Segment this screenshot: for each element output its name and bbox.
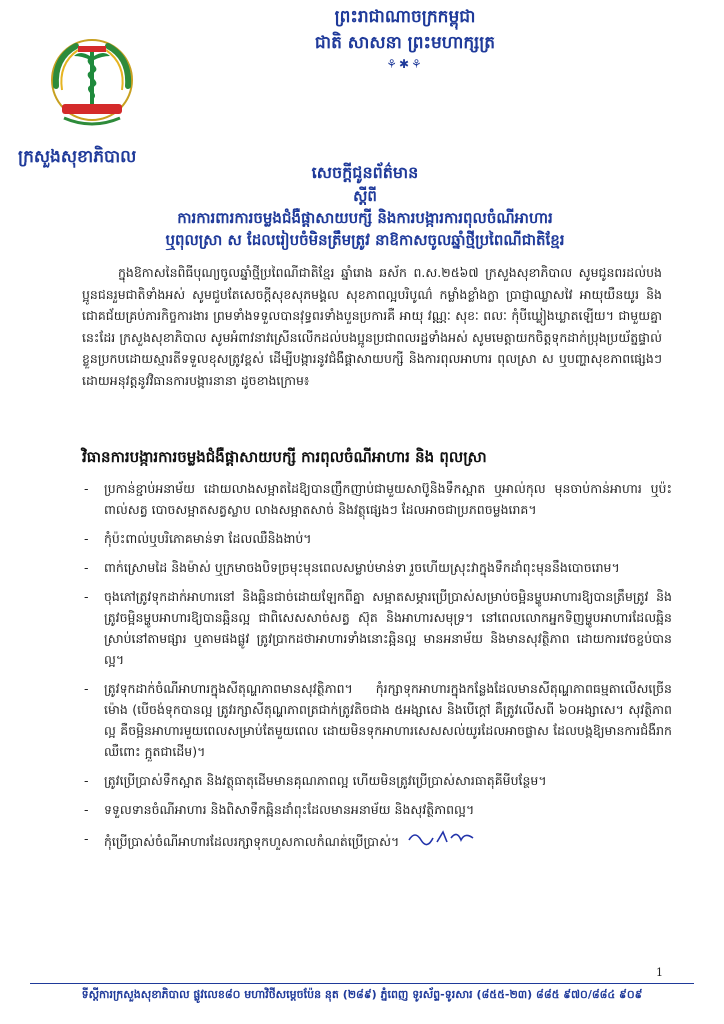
bullet-dash: - bbox=[84, 560, 89, 575]
kingdom-motto: ជាតិ សាសនា ព្រះមហាក្សត្រ bbox=[314, 33, 496, 53]
list-item-text: ត្រូវទុកដាក់ចំណីអាហារក្នុងសីតុណ្ហភាពមានសុវត្ថិភាព។ កុំរក្សាទុកអាហារក្នុងកន្លែងដែលមានសីតុណ្ហភាពធម្មតាលើសច្រើនម៉ោង (បើចង់ទុកបានល្អ ត្រូវរក្សាសីតុណ្ហភាពត្រជាក់ត្រូវតិចជាង ៥អង្សាសេ និងបើក្តៅ គឺត្រូវលើសពី ៦០អង្សាសេ។ សុវត្ថិភាពល្អ គឺចម្អិនអាហារមួយពេលសម្រាប់តែមួយពេល ដោយមិនទុកអាហារសេសសល់យូរដែលអាចផ្លាស ដែលបង្កឱ្យមានការជំងឺរាក ឈឺពោះ ក្អួតជាដើម)។ bbox=[104, 681, 672, 759]
list-item bbox=[82, 478, 672, 520]
document-type: សេចក្តីជូនព័ត៌មាន bbox=[311, 163, 419, 182]
bullet-dash: - bbox=[84, 589, 89, 604]
bullet-dash: - bbox=[84, 531, 89, 546]
title-line2: ឬពុលស្រា ស ដែលរៀបចំមិនត្រឹមត្រូវ នាឱកាសចូលឆ្នាំថ្មីប្រពៃណីជាតិខ្មែរ bbox=[165, 231, 565, 249]
list-item bbox=[82, 828, 672, 852]
list-item bbox=[82, 678, 672, 762]
ornament-divider: ⚘✱⚘ bbox=[386, 57, 424, 71]
press-release-title bbox=[100, 161, 630, 251]
list-item-text: ចុងភៅត្រូវទុកដាក់អាហារនៅ និងឆ្អិនជាច់ដោយឡែកពីគ្នា សម្អាតសម្ភារប្រើប្រាស់សម្រាប់ចម្អិនម្ហូបអាហារឱ្យបានត្រឹមត្រូវ និងត្រូវចម្អិនម្ហូបអាហារឱ្យបានឆ្អិនល្អ ជាពិសេសសាច់សត្វ ស៊ុត និងអាហារសមុទ្រ។ នៅពេលលោកអ្នកទិញម្ហូបអាហារដែលឆ្អិនស្រាប់នៅតាមផ្សារ ឬតាមផងផ្លូវ ត្រូវប្រាកដថាអាហារទាំងនោះឆ្អិនល្អ មានអនាម័យ និងមានសុវត្ថិភាព ដោយការវេចខ្ចប់បានល្អ។ bbox=[104, 589, 672, 667]
list-item bbox=[82, 770, 672, 791]
bullet-dash: - bbox=[84, 773, 89, 788]
footer-address: ទីស្តីការក្រសួងសុខាភិបាល ផ្លូវលេខ៨០ មហាវិថីសម្តេចប៉ែន នុត (២៨៩) ភ្នំពេញ ទូរស័ព្ទ-ទូរសារ (៨៥៥-២៣) ៨៨៥ ៩៧០/៨៨៤ ៩០៩ bbox=[81, 988, 643, 1001]
footer-divider bbox=[30, 983, 694, 984]
list-item-text: កុំប៉ះពាល់ឬបរិភោគមាន់ទា ដែលឈឺនិងងាប់។ bbox=[104, 531, 312, 546]
list-item bbox=[82, 586, 672, 670]
list-item bbox=[82, 528, 672, 549]
page-number: 1 bbox=[656, 966, 663, 979]
kingdom-header bbox=[240, 4, 570, 72]
title-line1: ការការពារការចម្លងជំងឺផ្តាសាយបក្សី និងការបង្ការការពុលចំណីអាហារ bbox=[177, 209, 553, 227]
list-item-text: ពាក់ស្រោមដៃ និងម៉ាស់ ឬក្រមាចងបិទច្រមុះមុនពេលសម្លាប់មាន់ទា រួចហើយស្រុះវាក្នុងទឹកដាំពុះមុននឹងបោចរោម។ bbox=[104, 560, 620, 575]
kingdom-line1: ព្រះរាជាណាចក្រកម្ពុជា bbox=[334, 7, 476, 27]
ministry-logo bbox=[44, 34, 140, 130]
bullet-dash: - bbox=[84, 802, 89, 817]
list-item bbox=[82, 799, 672, 820]
list-item-text: ទទួលទានចំណីអាហារ និងពិសាទឹកឆ្អិនដាំពុះដែលមានអនាម័យ និងសុវត្ថិភាពល្អ។ bbox=[104, 802, 475, 817]
ministry-name: ក្រសួងសុខាភិបាល bbox=[18, 147, 137, 167]
title-about: ស្តីពី bbox=[353, 187, 377, 205]
handwritten-initials bbox=[407, 828, 477, 846]
list-item bbox=[82, 557, 672, 578]
list-item-text: ត្រូវប្រើប្រាស់ទឹកស្អាត និងវត្ថុធាតុដើមមានគុណភាពល្អ ហើយមិនត្រូវប្រើប្រាស់សារធាតុគីមីបន្ថែម។ bbox=[104, 773, 547, 788]
list-item-text: កុំប្រើប្រាស់ចំណីអាហារដែលរក្សាទុកហួសកាលកំណត់ប្រើប្រាស់។ bbox=[104, 834, 400, 849]
bullet-dash: - bbox=[84, 681, 89, 696]
section-heading: វិធានការបង្ការការចម្លងជំងឺផ្តាសាយបក្សី ការពុលចំណីអាហារ និង ពុលស្រា bbox=[82, 448, 487, 466]
intro-paragraph: ក្នុងឱកាសនៃពិធីបុណ្យចូលឆ្នាំថ្មីប្រពៃណីជាតិខ្មែរ ឆ្នាំរោង ឆស័ក ព.ស.២៥៦៧ ក្រសួងសុខាភិបាល សូមជូនពរដល់បងប្អូនជនរួមជាតិទាំងអស់ សូមជួបតែសេចក្តីសុខសុភមង្គល សុខភាពល្អបរិបូណ៌ កម្លាំងខ្លាំងក្លា ប្រាជ្ញាឈ្លាសវៃ អាយុយឺនយូរ និងជោគជ័យគ្រប់ភារកិច្ចការងារ ព្រមទាំងទទួលបានវុទ្ធពរទាំងបួនប្រការគឺ អាយុ វណ្ណៈ សុខៈ ពលៈ កុំបីឃ្លៀងឃ្លាតឡើយ។ ជាមួយគ្នានេះដែរ ក្រសួងសុខាភិបាល សូមអំពាវនាវស្រើនលើកដល់បងប្អូនប្រជាពលរដ្ឋទាំងអស់ សូមមេត្តាយកចិត្តទុកដាក់ប្រុងប្រយ័ត្នផ្ទាល់ខ្លួនប្រកបដោយស្មារតីទទួលខុសត្រូវខ្ពស់ ដើម្បីបង្ការនូវជំងឺផ្តាសាយបក្សី និងការពុលអាហារ ពុលស្រា ស ឬបញ្ហាសុខភាពផ្សេងៗ ដោយអនុវត្តនូវវិធានការបង្ការនានា ដូចខាងក្រោម៖ bbox=[82, 265, 662, 388]
bullet-dash: - bbox=[84, 481, 89, 496]
measures-list bbox=[82, 478, 672, 860]
list-item-text: ប្រកាន់ខ្ជាប់អនាម័យ ដោយលាងសម្អាតដៃឱ្យបានញឹកញាប់ជាមួយសាប៊ូនិងទឹកស្អាត ឬអាល់កុល មុនចាប់កាន់អាហារ ឬប៉ះពាល់សត្វ បោចសម្អាតសត្វស្លាប លាងសម្អាតសាច់ និងវត្ថុផ្សេងៗ ដែលអាចជាប្រភពចម្លងរោគ។ bbox=[104, 481, 672, 517]
bullet-dash: - bbox=[84, 831, 89, 846]
